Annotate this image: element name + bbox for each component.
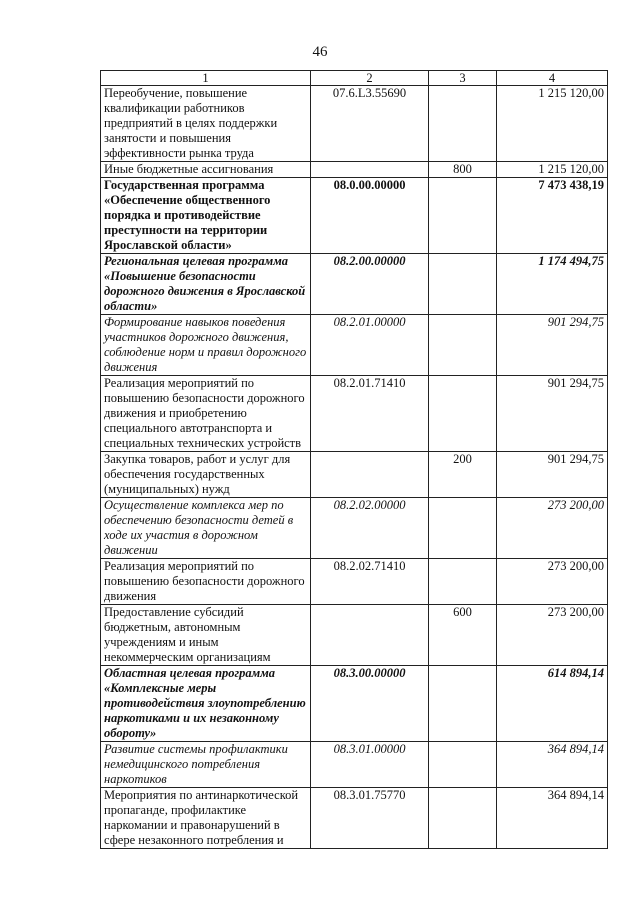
row-code-cell: 08.2.02.71410 (311, 559, 429, 605)
row-expense-type-cell (429, 376, 497, 452)
row-name-cell: Реализация мероприятий по повышению безопасности дорожного движения (101, 559, 311, 605)
row-amount-cell: 901 294,75 (497, 452, 608, 498)
table-row (101, 788, 608, 849)
row-amount-cell: 273 200,00 (497, 605, 608, 666)
row-name-cell: Региональная целевая программа «Повышение безопасности дорожного движения в Ярославской области» (101, 254, 311, 315)
table-row (101, 452, 608, 498)
row-expense-type-cell (429, 666, 497, 742)
row-amount-cell: 364 894,14 (497, 742, 608, 788)
row-amount-cell: 273 200,00 (497, 498, 608, 559)
row-name-cell: Переобучение, повышение квалификации работников предприятий в целях поддержки занятости и повышения эффективности рынка труда (101, 86, 311, 162)
table-row (101, 178, 608, 254)
column-header-4: 4 (497, 71, 608, 86)
table-body (101, 86, 608, 849)
row-name-cell: Формирование навыков поведения участников дорожного движения, соблюдение норм и правил дорожного движения (101, 315, 311, 376)
column-header-1: 1 (101, 71, 311, 86)
row-expense-type-cell: 200 (429, 452, 497, 498)
row-code-cell: 08.2.00.00000 (311, 254, 429, 315)
row-amount-cell: 1 174 494,75 (497, 254, 608, 315)
row-code-cell: 08.2.02.00000 (311, 498, 429, 559)
row-expense-type-cell (429, 498, 497, 559)
row-expense-type-cell (429, 315, 497, 376)
row-name-cell: Развитие системы профилактики немедицинского потребления наркотиков (101, 742, 311, 788)
table-row (101, 315, 608, 376)
page-number: 46 (312, 44, 328, 60)
row-expense-type-cell (429, 742, 497, 788)
row-expense-type-cell (429, 86, 497, 162)
row-amount-cell: 901 294,75 (497, 376, 608, 452)
row-name-cell: Реализация мероприятий по повышению безопасности дорожного движения и приобретению специального автотранспорта и специальных технических устройств (101, 376, 311, 452)
row-name-cell: Государственная программа «Обеспечение общественного порядка и противодействие преступности на территории Ярославской области» (101, 178, 311, 254)
row-code-cell: 08.3.00.00000 (311, 666, 429, 742)
row-expense-type-cell (429, 788, 497, 849)
row-code-cell: 08.3.01.75770 (311, 788, 429, 849)
row-code-cell: 07.6.L3.55690 (311, 86, 429, 162)
row-name-cell: Областная целевая программа «Комплексные меры противодействия злоупотреблению наркотиками и их незаконному обороту» (101, 666, 311, 742)
row-amount-cell: 614 894,14 (497, 666, 608, 742)
row-code-cell (311, 605, 429, 666)
row-amount-cell: 7 473 438,19 (497, 178, 608, 254)
budget-table (100, 70, 608, 849)
row-amount-cell: 273 200,00 (497, 559, 608, 605)
row-name-cell: Предоставление субсидий бюджетным, автономным учреждениям и иным некоммерческим организациям (101, 605, 311, 666)
table-row (101, 162, 608, 178)
row-code-cell: 08.2.01.00000 (311, 315, 429, 376)
table-row (101, 86, 608, 162)
table-row (101, 666, 608, 742)
row-expense-type-cell (429, 178, 497, 254)
row-code-cell (311, 162, 429, 178)
table-row (101, 742, 608, 788)
table-row (101, 605, 608, 666)
row-expense-type-cell (429, 559, 497, 605)
row-amount-cell: 1 215 120,00 (497, 162, 608, 178)
row-expense-type-cell: 600 (429, 605, 497, 666)
column-header-3: 3 (429, 71, 497, 86)
row-code-cell: 08.0.00.00000 (311, 178, 429, 254)
row-name-cell: Осуществление комплекса мер по обеспечению безопасности детей в ходе их участия в дорожном движении (101, 498, 311, 559)
row-name-cell: Мероприятия по антинаркотической пропаганде, профилактике наркомании и правонарушений в сфере незаконного потребления и (101, 788, 311, 849)
row-amount-cell: 901 294,75 (497, 315, 608, 376)
row-code-cell (311, 452, 429, 498)
table-row (101, 498, 608, 559)
row-code-cell: 08.3.01.00000 (311, 742, 429, 788)
row-amount-cell: 1 215 120,00 (497, 86, 608, 162)
table-row (101, 254, 608, 315)
column-header-2: 2 (311, 71, 429, 86)
table-row (101, 376, 608, 452)
row-name-cell: Закупка товаров, работ и услуг для обеспечения государственных (муниципальных) нужд (101, 452, 311, 498)
row-name-cell: Иные бюджетные ассигнования (101, 162, 311, 178)
table-row (101, 559, 608, 605)
row-amount-cell: 364 894,14 (497, 788, 608, 849)
row-code-cell: 08.2.01.71410 (311, 376, 429, 452)
row-expense-type-cell: 800 (429, 162, 497, 178)
table-header-row (101, 71, 608, 86)
row-expense-type-cell (429, 254, 497, 315)
